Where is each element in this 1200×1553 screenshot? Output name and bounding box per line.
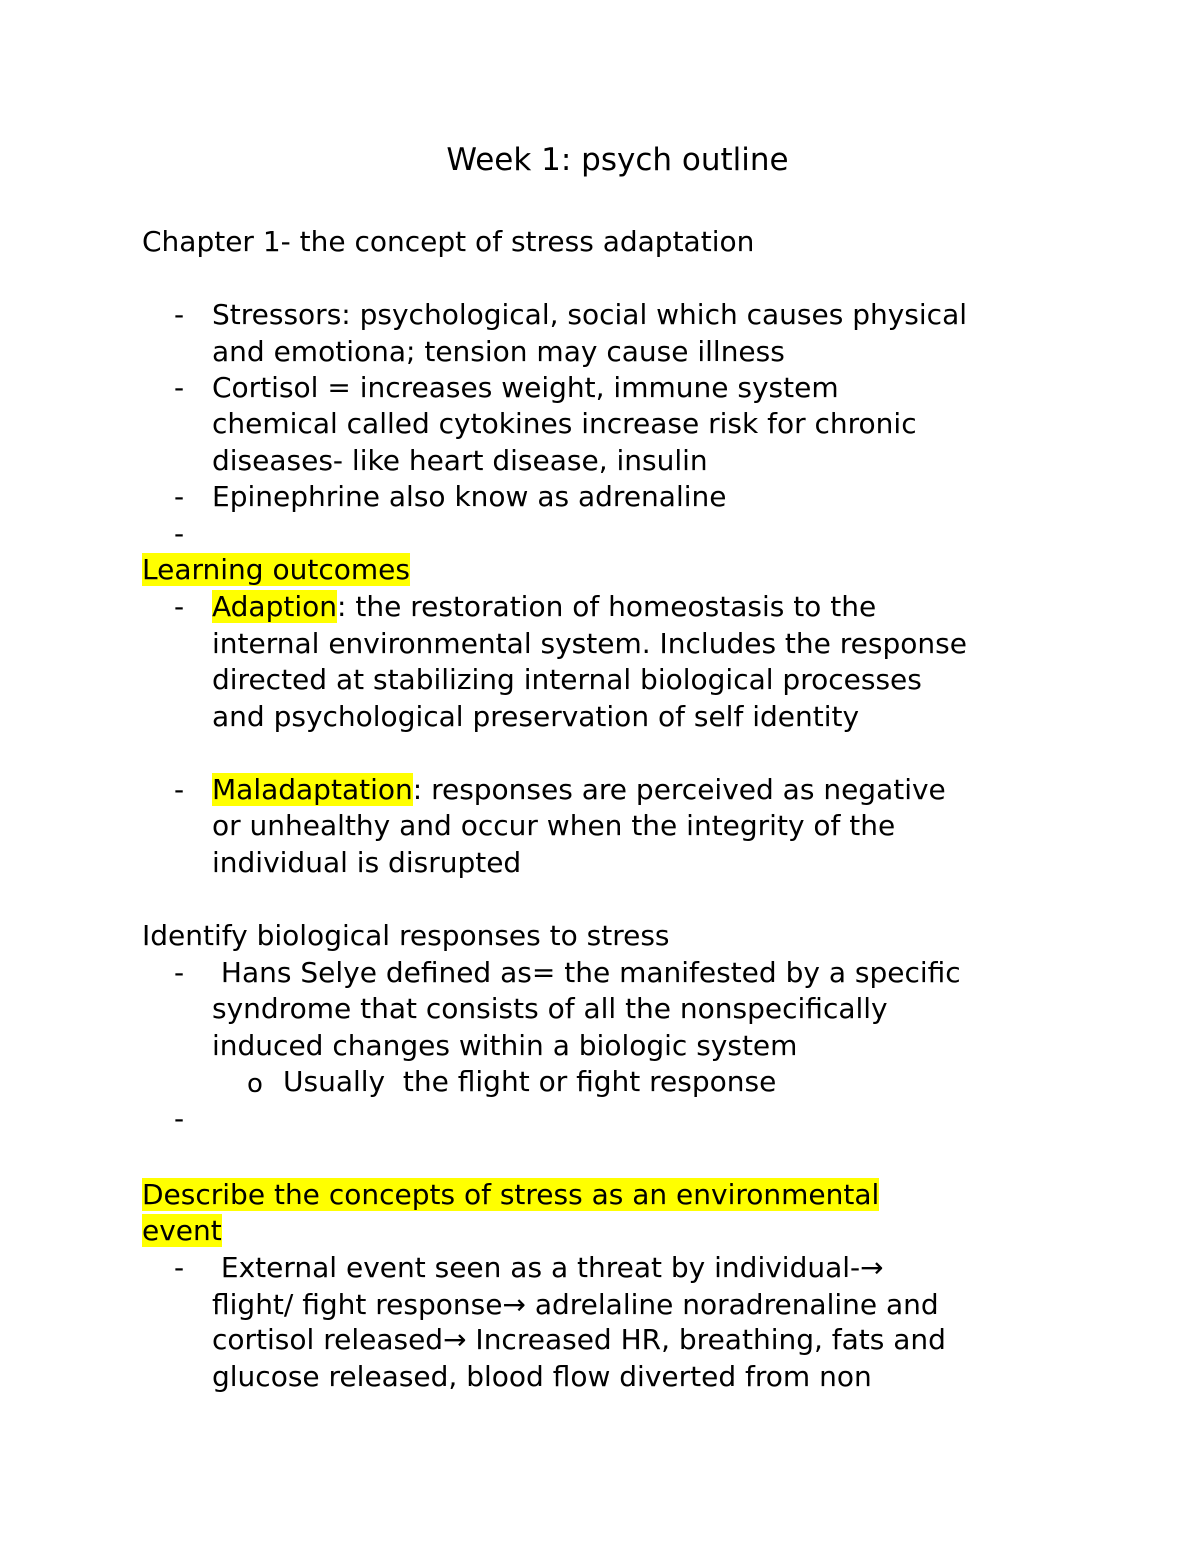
bullet-dash: -	[174, 480, 185, 513]
highlight: Learning outcomes	[142, 553, 410, 586]
bullet-text: and psychological preservation of self identity	[212, 700, 860, 733]
learning-outcomes-heading	[142, 552, 410, 588]
bullet-text: Stressors: psychological, social which causes physical	[212, 298, 968, 331]
bullet-text: individual is disrupted	[212, 846, 522, 879]
bullet-dash-empty: -	[174, 517, 185, 550]
bullet-text	[212, 772, 946, 808]
chapter-heading: Chapter 1- the concept of stress adaptation	[142, 225, 755, 258]
document-title: Week 1: psych outline	[446, 142, 789, 178]
bullet-text: Epinephrine also know as adrenaline	[212, 480, 727, 513]
biological-heading: Identify biological responses to stress	[142, 919, 670, 952]
bullet-dash: -	[174, 298, 185, 331]
bullet-text: and emotiona; tension may cause illness	[212, 335, 785, 368]
bullet-dash: -	[174, 956, 185, 989]
bullet-text: External event seen as a threat by individual-→	[212, 1251, 884, 1284]
bullet-dash: -	[174, 590, 185, 623]
highlighted-term: Maladaptation	[212, 773, 413, 806]
bullet-text: chemical called cytokines increase risk for chronic	[212, 407, 917, 440]
environmental-heading-line	[142, 1177, 879, 1213]
bullet-text: cortisol released→ Increased HR, breathing, fats and	[212, 1323, 946, 1356]
bullet-dash: -	[174, 371, 185, 404]
bullet-text: syndrome that consists of all the nonspecifically	[212, 992, 888, 1025]
environmental-heading-line	[142, 1213, 222, 1249]
bullet-text: Cortisol = increases weight, immune system	[212, 371, 839, 404]
bullet-dash-empty: -	[174, 1102, 185, 1135]
bullet-text: flight/ fight response→ adrelaline noradrenaline and	[212, 1288, 939, 1321]
highlight: event	[142, 1214, 222, 1247]
sub-bullet-text: Usually the flight or fight response	[283, 1065, 777, 1098]
bullet-text: Hans Selye defined as= the manifested by a specific	[212, 956, 961, 989]
bullet-text: internal environmental system. Includes the response	[212, 627, 967, 660]
sub-bullet-circle: o	[247, 1069, 263, 1099]
bullet-text: glucose released, blood flow diverted from non	[212, 1360, 872, 1393]
bullet-text: or unhealthy and occur when the integrity of the	[212, 809, 896, 842]
bullet-dash: -	[174, 1251, 185, 1284]
bullet-text: induced changes within a biologic system	[212, 1029, 798, 1062]
bullet-text: directed at stabilizing internal biological processes	[212, 663, 922, 696]
highlight: Describe the concepts of stress as an environmental	[142, 1178, 880, 1211]
highlighted-term: Adaption	[212, 590, 338, 623]
definition-text: : the restoration of homeostasis to the	[337, 590, 877, 623]
bullet-dash: -	[174, 773, 185, 806]
definition-text: : responses are perceived as negative	[412, 773, 946, 806]
bullet-text	[212, 589, 876, 625]
bullet-text: diseases- like heart disease, insulin	[212, 444, 708, 477]
